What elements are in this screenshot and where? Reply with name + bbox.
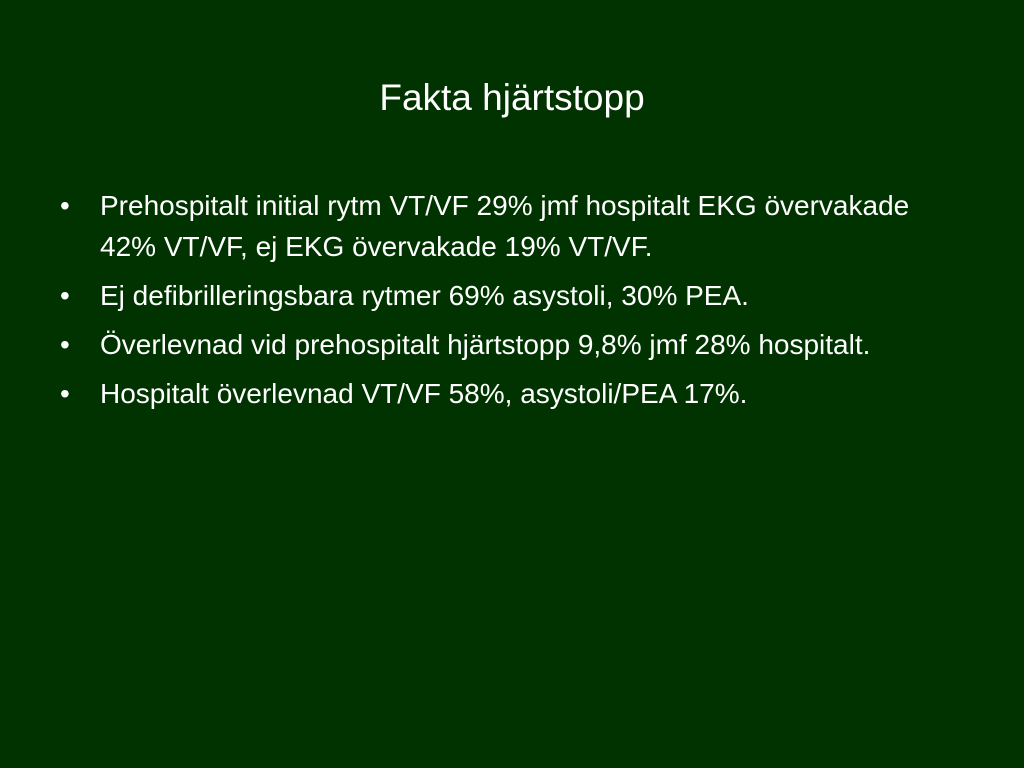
bullet-marker: • [60, 378, 70, 409]
bullet-text: Hospitalt överlevnad VT/VF 58%, asystoli/PEA 17%. [100, 378, 748, 409]
bullet-text: Prehospitalt initial rytm VT/VF 29% jmf hospitalt EKG övervakade 42% VT/VF, ej EKG övervakade 19% VT/VF. [100, 190, 910, 262]
bullet-list [56, 185, 916, 422]
bullet-marker: • [60, 190, 70, 221]
bullet-text: Överlevnad vid prehospitalt hjärtstopp 9,8% jmf 28% hospitalt. [100, 329, 871, 360]
bullet-item [56, 275, 916, 316]
bullet-text: Ej defibrilleringsbara rytmer 69% asystoli, 30% PEA. [100, 280, 749, 311]
bullet-item [56, 373, 916, 414]
slide-title: Fakta hjärtstopp [379, 77, 645, 118]
bullet-item [56, 324, 916, 365]
bullet-marker: • [60, 329, 70, 360]
bullet-item [56, 185, 916, 267]
bullet-marker: • [60, 280, 70, 311]
